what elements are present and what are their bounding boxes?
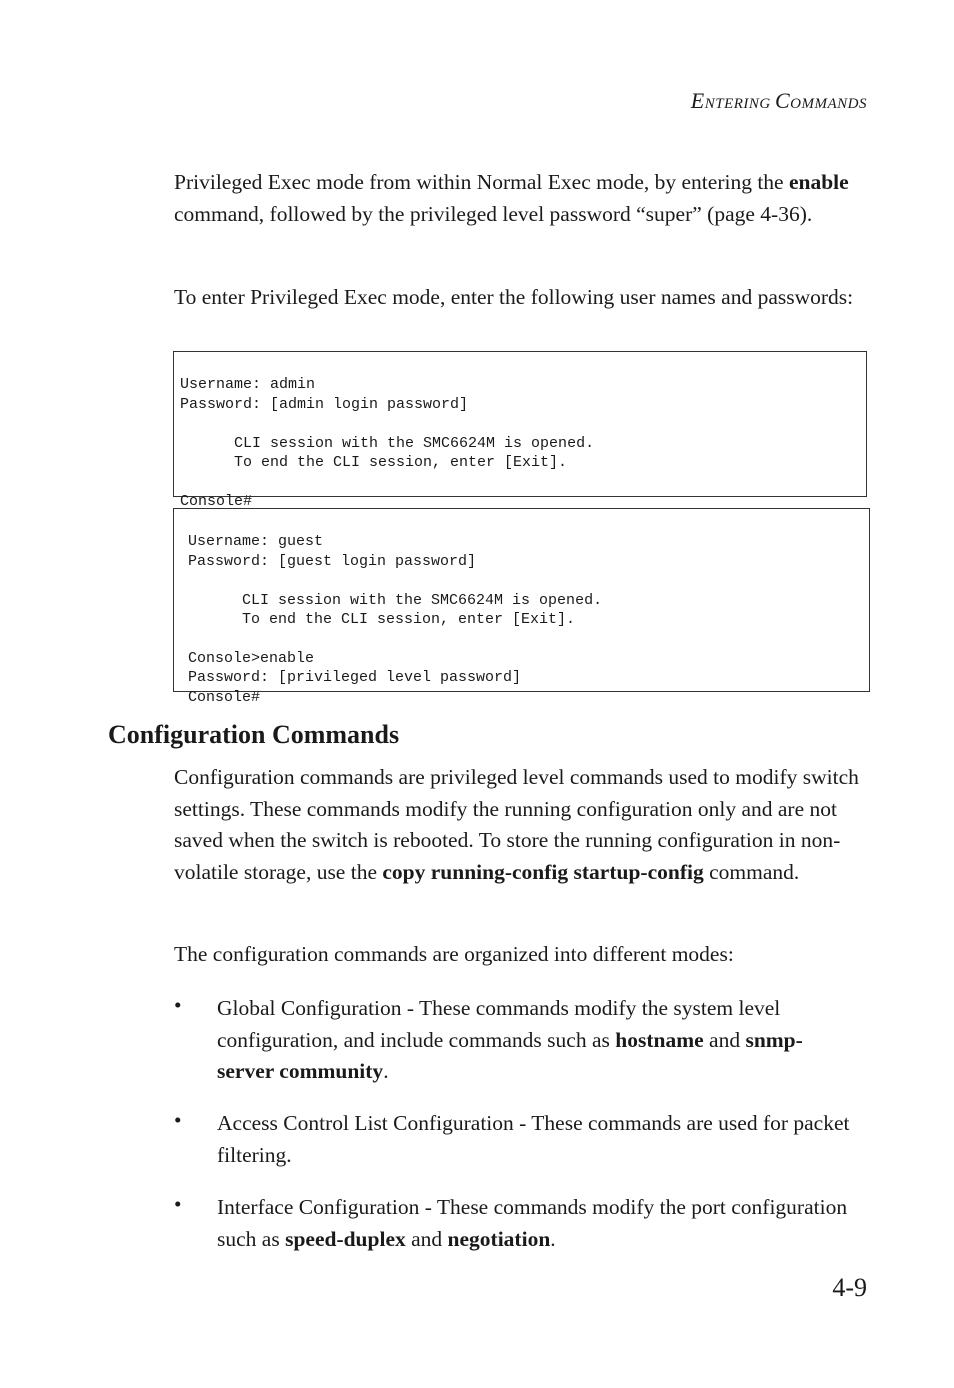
bullet-text: and — [405, 1226, 448, 1251]
section-paragraph-2: The configuration commands are organized into different modes: — [174, 942, 734, 966]
code-line: To end the CLI session, enter [Exit]. — [180, 454, 568, 472]
code-line — [180, 472, 860, 491]
header-initial-e: E — [690, 88, 705, 113]
code-line: Console# — [180, 492, 253, 510]
bullet-text: and — [703, 1027, 746, 1052]
bullet-marker: • — [174, 993, 182, 1017]
code-line: Console>enable — [188, 649, 315, 667]
intro-text: Privileged Exec mode from within Normal Exec mode, by entering the — [174, 170, 789, 194]
snmp-command: snmp-server community — [217, 1027, 803, 1083]
header-initial-c: C — [774, 88, 791, 113]
code-line: Password: [admin login password] — [180, 395, 469, 413]
code-line: Username: guest — [188, 533, 324, 551]
section-text-2: command. — [703, 859, 800, 884]
section-paragraph-1 — [174, 762, 864, 888]
header-smallcaps-commands: OMMANDS — [790, 96, 867, 112]
negotiation-command: negotiation — [447, 1226, 551, 1251]
intro-paragraph-2: To enter Privileged Exec mode, enter the following user names and passwords: — [174, 285, 854, 309]
section-heading: Configuration Commands — [108, 720, 400, 749]
running-header — [691, 88, 867, 114]
code-line: Password: [guest login password] — [188, 552, 477, 570]
bullet-interface-config — [217, 1192, 857, 1255]
code-line: Password: [privileged level password] — [188, 669, 522, 687]
intro-paragraph-1 — [174, 167, 864, 230]
section-text: Configuration commands are privileged level commands used to modify switch settings. These commands modify the running configuration only and are not saved when the switch is rebooted. To store the running configuration in non-volatile storage, use the — [174, 765, 859, 884]
page-number: 4-9 — [832, 1273, 867, 1302]
speed-duplex-command: speed-duplex — [285, 1226, 406, 1251]
bullet-text: Global Configuration - These commands modify the system level configuration, and include commands such as — [217, 996, 781, 1052]
bullet-text: Interface Configuration - These commands modify the port configuration such as — [217, 1195, 848, 1251]
bullet-marker: • — [174, 1192, 182, 1216]
code-line: To end the CLI session, enter [Exit]. — [188, 611, 576, 629]
code-line — [188, 571, 863, 590]
hostname-command: hostname — [615, 1027, 704, 1052]
bullet-marker: • — [174, 1108, 182, 1132]
intro-text-2: command, followed by the privileged level password “super” (page 4-36). — [174, 201, 813, 226]
bullet-text: . — [383, 1059, 389, 1083]
bullet-text: . — [550, 1226, 556, 1251]
bullet-acl-config: Access Control List Configuration - These commands are used for packet filtering. — [217, 1111, 850, 1167]
code-line — [188, 629, 863, 648]
code-line: CLI session with the SMC6624M is opened. — [188, 591, 603, 609]
code-line: CLI session with the SMC6624M is opened. — [180, 434, 595, 452]
code-block-guest — [173, 508, 870, 706]
code-line: Console# — [188, 688, 261, 706]
header-smallcaps-entering: NTERING — [704, 96, 775, 112]
copy-command: copy running-config startup-config — [382, 859, 704, 884]
enable-command: enable — [788, 170, 849, 194]
code-block-admin — [173, 351, 867, 510]
code-line — [180, 414, 860, 433]
code-line: Username: admin — [180, 376, 316, 394]
bullet-global-config — [217, 993, 857, 1088]
